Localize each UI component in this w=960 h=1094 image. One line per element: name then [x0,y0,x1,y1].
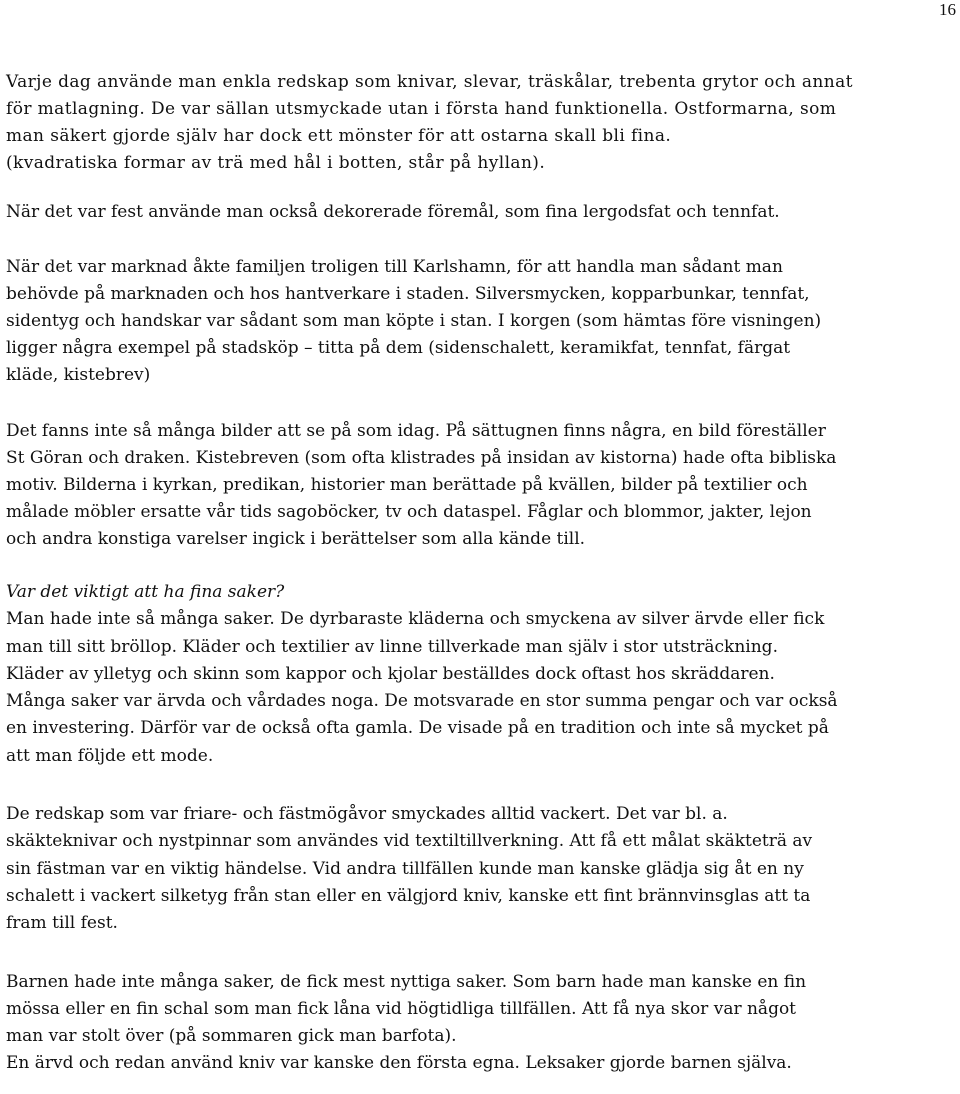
paragraph-gifts [6,801,946,937]
text-line: behövde på marknaden och hos hantverkare i staden. Silversmycken, kopparbunkar, tennfat, [6,284,810,304]
text-line: fram till fest. [6,913,118,934]
text-line: man säkert gjorde själv har dock ett mönster för att ostarna skall bli fina. [6,126,672,146]
text-line: De redskap som var friare- och fästmögåvor smyckades alltid vackert. Det var bl. a. [6,804,728,825]
text-line: ligger några exempel på stadsköp – titta på dem (sidenschalett, keramikfat, tennfat, färgat [6,338,791,358]
text-line: sidentyg och handskar var sådant som man köpte i stan. I korgen (som hämtas före visningen) [6,311,822,331]
page-number: 16 [939,0,956,19]
text-line: motiv. Bilderna i kyrkan, predikan, historier man berättade på kvällen, bilder på textilier och [6,475,808,495]
text-line: När det var marknad åkte familjen troligen till Karlshamn, för att handla man sådant man [6,257,783,277]
text-line: målade möbler ersatte vår tids sagoböcker, tv och dataspel. Fåglar och blommor, jakter, lejon [6,502,812,522]
text-line: sin fästman var en viktig händelse. Vid andra tillfällen kunde man kanske glädja sig åt en ny [6,858,804,879]
question-heading: Var det viktigt att ha fina saker? [6,582,285,602]
paragraph-children [6,969,946,1078]
text-line: Barnen hade inte många saker, de fick mest nyttiga saker. Som barn hade man kanske en fin [6,971,807,992]
document-body [6,69,946,1078]
text-line: schalett i vackert silketyg från stan eller en välgjord kniv, kanske ett fint brännvinsglas att ta [6,885,811,906]
paragraph-fine-things [6,579,946,770]
text-line: St Göran och draken. Kistebreven (som ofta klistrades på insidan av kistorna) hade ofta bibliska [6,448,837,468]
text-line: mössa eller en fin schal som man fick låna vid högtidliga tillfällen. Att få nya skor var något [6,998,797,1019]
text-line: man var stolt över (på sommaren gick man barfota). [6,1026,457,1047]
paragraph-market [6,254,946,389]
text-line: Kläder av ylletyg och skinn som kappor och kjolar beställdes dock oftast hos skräddaren. [6,663,775,684]
text-line: skäkteknivar och nystpinnar som användes vid textiltillverkning. Att få ett målat skäkteträ av [6,831,813,852]
text-line: kläde, kistebrev) [6,365,151,385]
text-line: man till sitt bröllop. Kläder och textilier av linne tillverkade man själv i stor utsträckning. [6,636,778,657]
text-line: för matlagning. De var sällan utsmyckade utan i första hand funktionella. Ostformarna, som [6,99,837,119]
paragraph-tools [6,69,946,177]
text-line: (kvadratiska formar av trä med hål i botten, står på hyllan). [6,153,546,173]
text-line: en investering. Därför var de också ofta gamla. De visade på en tradition och inte så mycket på [6,718,829,739]
text-line: En ärvd och redan använd kniv var kanske den första egna. Leksaker gjorde barnen själva. [6,1053,792,1074]
text-line: Man hade inte så många saker. De dyrbaraste kläderna och smyckena av silver ärvde eller fick [6,609,825,630]
text-line: att man följde ett mode. [6,745,214,766]
text-line: Det fanns inte så många bilder att se på som idag. På sättugnen finns några, en bild föreställer [6,421,826,441]
text-line: Många saker var ärvda och vårdades noga. De motsvarade en stor summa pengar och var också [6,691,838,712]
text-line: När det var fest använde man också dekorerade föremål, som fina lergodsfat och tennfat. [6,202,780,222]
text-line: Varje dag använde man enkla redskap som knivar, slevar, träskålar, trebenta grytor och annat [6,72,853,92]
paragraph-feast [6,199,946,226]
paragraph-pictures [6,418,946,553]
text-line: och andra konstiga varelser ingick i berättelser som alla kände till. [6,529,586,549]
